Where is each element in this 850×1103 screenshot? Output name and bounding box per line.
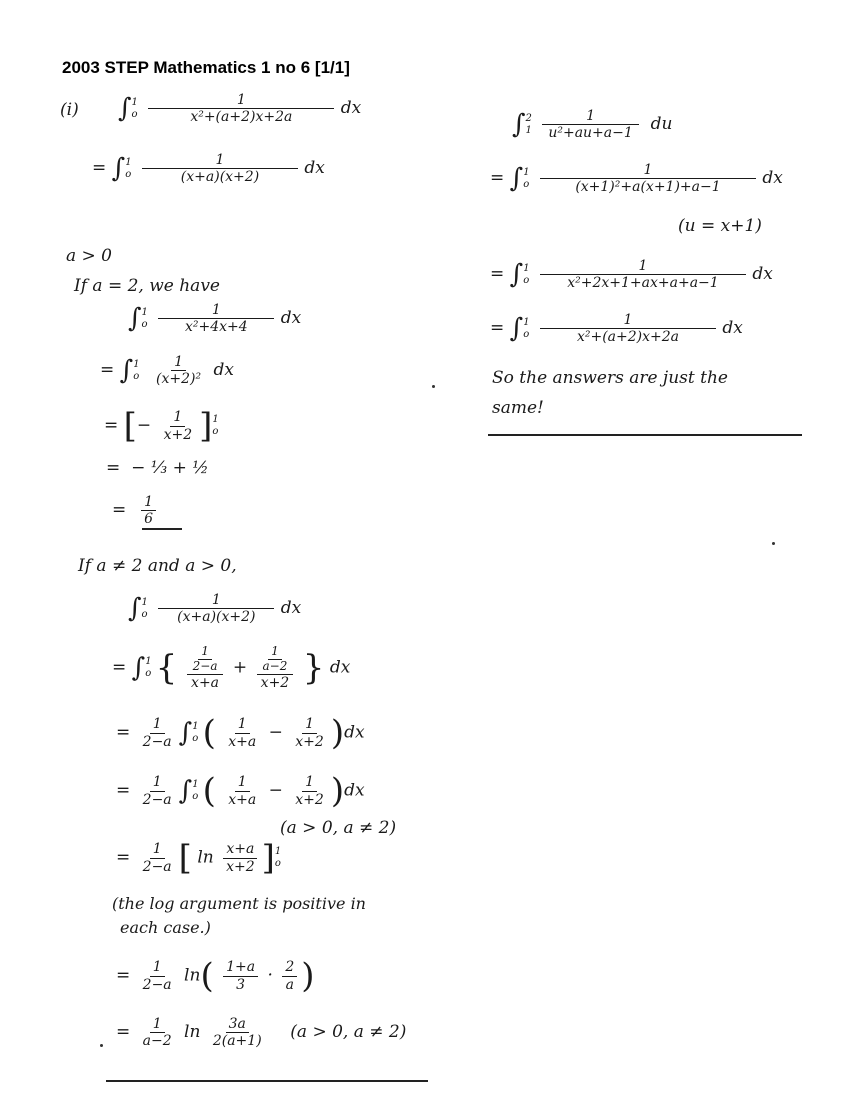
case-2-step-5: = $\frac{1}{2-a}$ ln( $\frac{1+a}{3}$ · $\frac{2}{a}$ ) [116, 956, 315, 996]
ink-dot [432, 385, 435, 388]
right-step-1: = ∫ 1 o $\frac{1}{\text{(x+1)²+a(x+1)+a−1}}$ dx [490, 162, 783, 196]
right-integral-u: ∫ 2 1 $\frac{1}{\text{u²+au+a−1}}$ du [512, 108, 673, 142]
case-1-step-3: = − ⅓ + ½ [106, 458, 209, 478]
result-underline [142, 528, 182, 530]
case-2-step-6: = $\frac{1}{a-2}$ ln $\frac{3a}{2(a+1)}$ (a > 0, a ≠ 2) [116, 1016, 407, 1050]
right-end-rule [488, 434, 802, 436]
log-note-line-1: (the log argument is positive in [112, 894, 366, 913]
page-title: 2003 STEP Mathematics 1 no 6 [1/1] [62, 58, 350, 77]
conclusion-line-2: same! [492, 398, 544, 418]
case-2-condition: (a > 0, a ≠ 2) [280, 818, 397, 838]
case-2-integral: ∫ 1 o $\frac{1}{(x+a)(x+2)}$ dx [128, 592, 302, 626]
case-2-step-1: = ∫ 1 o { $\frac{\frac{1}{2-a}}{x+a}$ + $\frac{\frac{1}{a-2}}{x+2}$ } dx [112, 644, 351, 691]
right-step-3: = ∫ 1 o $\frac{1}{\text{x²+(a+2)x+2a}}$ dx [490, 312, 743, 346]
substitution-note: (u = x+1) [678, 216, 762, 236]
left-end-rule [106, 1080, 428, 1082]
case-1-integral: ∫ 1 o $\frac{1}{\text{x²+4x+4}}$ dx [128, 302, 302, 336]
integral-1: ∫ 1 o $\frac{1}{\text{x²+(a+2)x+2a}}$ dx [118, 92, 362, 126]
ink-dot [100, 1044, 103, 1047]
case-2-step-2: = $\frac{1}{2-a}$ ∫ 1 o ( $\frac{1}{x+a}$ − $\frac{1}{x+2}$ )dx [116, 713, 365, 753]
case-2-step-4: = $\frac{1}{2-a}$ [ ln $\frac{x+a}{x+2}$ ] 1 o [116, 838, 282, 878]
case-2-step-3: = $\frac{1}{2-a}$ ∫ 1 o ( $\frac{1}{x+a}$ − $\frac{1}{x+2}$ )dx [116, 771, 365, 811]
case-1-heading: If a = 2, we have [74, 276, 220, 296]
ink-dot [772, 542, 775, 545]
case-2-heading: If a ≠ 2 and a > 0, [78, 556, 237, 576]
part-label: (i) [60, 100, 79, 120]
case-1-step-2: = [− $\frac{1}{x+2}$ ] 1 o [104, 406, 219, 446]
log-note-line-2: each case.) [120, 918, 211, 937]
integral-2: = ∫ 1 o $\frac{1}{(x+a)(x+2)}$ dx [92, 152, 325, 186]
conclusion-line-1: So the answers are just the [492, 368, 728, 388]
case-1-result: = $\frac{1}{6}$ [112, 494, 160, 527]
condition-a-positive: a > 0 [66, 246, 113, 266]
case-1-step-1: = ∫ 1 o $\frac{1}{\text{(x+2)²}}$ dx [100, 354, 234, 388]
right-step-2: = ∫ 1 o $\frac{1}{\text{x²+2x+1+ax+a+a−1}}$ dx [490, 258, 773, 292]
